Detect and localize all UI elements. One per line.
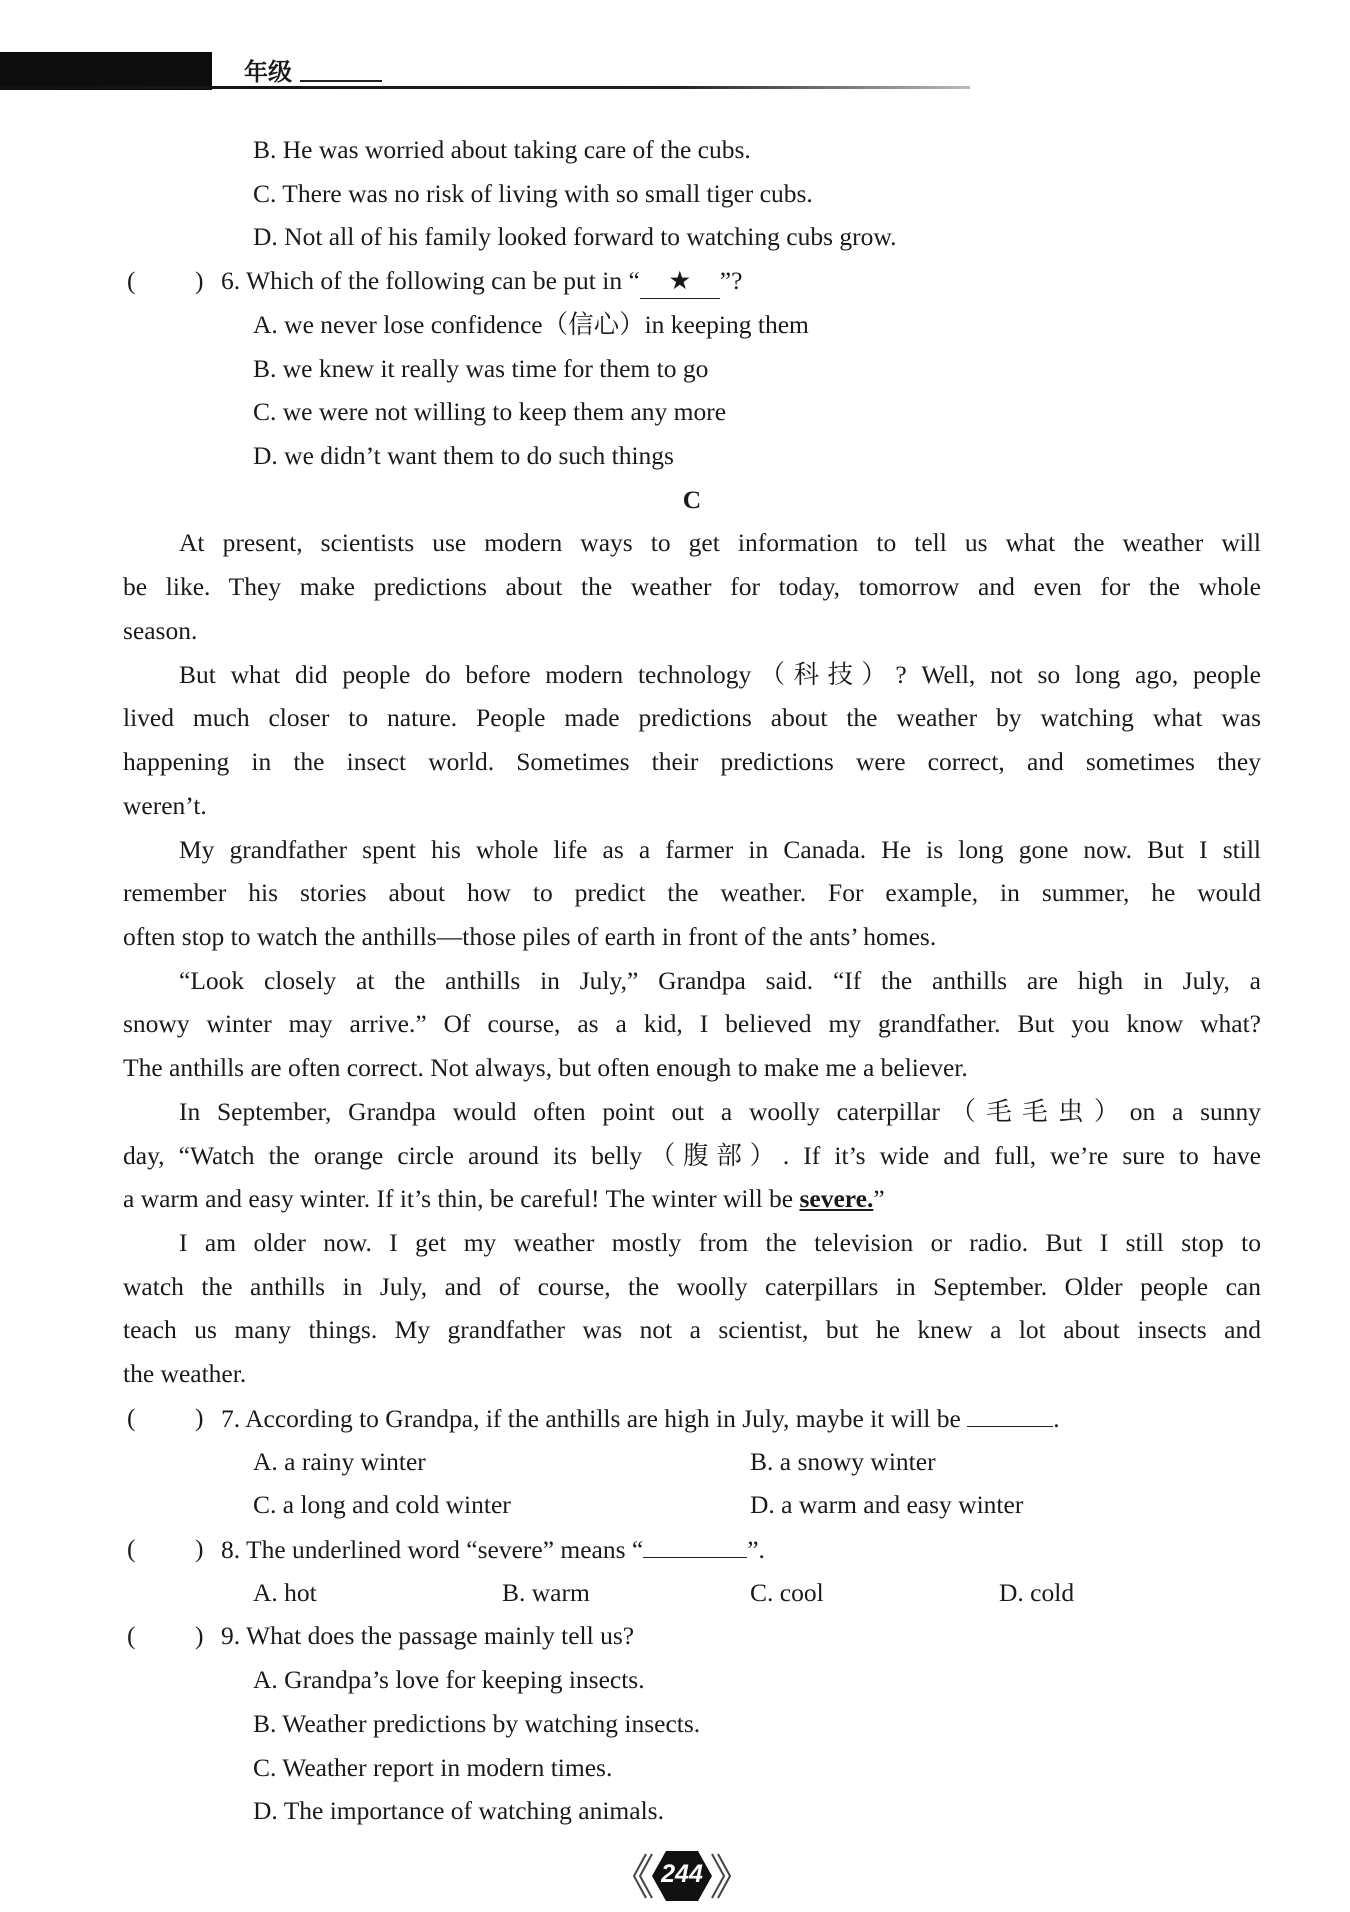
passage-text: the weather. xyxy=(123,1359,247,1389)
question-prompt: 9. What does the passage mainly tell us? xyxy=(221,1621,635,1651)
grade-label: 年级 xyxy=(244,57,292,86)
passage-text: happening in the insect world. Sometimes their predictions were correct, and sometimes they xyxy=(123,747,1261,777)
passage-text: lived much closer to nature. People made predictions about the weather by watching what was xyxy=(123,703,1261,733)
passage-text: be like. They make predictions about the weather for today, tomorrow and even for the whole xyxy=(123,572,1261,602)
option-text: B. we knew it really was time for them to go xyxy=(253,353,709,383)
passage-line xyxy=(123,959,1261,1003)
option-text: B. He was worried about taking care of the cubs. xyxy=(253,135,751,164)
option-text: D. Not all of his family looked forward to watching cubs grow. xyxy=(253,222,897,252)
options-row xyxy=(123,1440,1261,1484)
passage-line xyxy=(123,1265,1261,1309)
passage-line xyxy=(123,1352,1261,1396)
option xyxy=(253,128,751,172)
passage-line xyxy=(123,609,1261,653)
option xyxy=(253,172,813,216)
option-text: B. warm xyxy=(502,1577,590,1607)
passage-line xyxy=(123,828,1261,872)
answer-paren-close: ) xyxy=(195,1621,204,1651)
options-row xyxy=(123,1483,1261,1527)
passage-text: At present, scientists use modern ways to get information to tell us what the weather will xyxy=(179,528,1261,558)
passage-text: snowy winter may arrive.” Of course, as a kid, I believed my grandfather. But you know what? xyxy=(123,1009,1261,1039)
option-text: C. a long and cold winter xyxy=(253,1490,511,1520)
option-text: A. a rainy winter xyxy=(253,1446,426,1476)
question-q6 xyxy=(123,259,1261,303)
option xyxy=(253,215,897,259)
passage-line xyxy=(123,653,1261,697)
question-text xyxy=(221,1527,765,1572)
question-q7 xyxy=(123,1396,1261,1440)
question-prompt: 8. The underlined word “severe” means “ xyxy=(221,1535,644,1565)
star-blank: ★ xyxy=(640,264,720,299)
question-end: ”. xyxy=(747,1535,765,1565)
answer-paren-open: ( xyxy=(127,1534,136,1564)
passage-line xyxy=(123,565,1261,609)
options-row xyxy=(123,1571,1261,1615)
passage-text: remember his stories about how to predict the weather. For example, in summer, he would xyxy=(123,878,1261,908)
passage-line xyxy=(123,915,1261,959)
option-text: D. cold xyxy=(999,1577,1075,1607)
passage-text: I am older now. I get my weather mostly from the television or radio. But I still stop to xyxy=(179,1228,1261,1257)
question-text xyxy=(221,259,742,303)
question-prompt: 6. Which of the following can be put in “ xyxy=(221,266,640,296)
option xyxy=(253,390,726,434)
answer-paren-close: ) xyxy=(195,1534,204,1564)
section-heading: C xyxy=(682,484,702,514)
answer-paren-open: ( xyxy=(127,1621,136,1651)
passage-text: The anthills are often correct. Not always, but often enough to make me a believer. xyxy=(123,1053,968,1083)
passage-text: “Look closely at the anthills in July,” Grandpa said. “If the anthills are high in July, a xyxy=(179,965,1261,995)
option-text: B. a snowy winter xyxy=(750,1446,936,1476)
header-black-bar xyxy=(0,52,212,90)
page-number: 244 xyxy=(661,1860,703,1888)
option xyxy=(253,1658,645,1702)
passage-text: weren’t. xyxy=(123,790,207,820)
passage-line xyxy=(123,740,1261,784)
passage-text: In September, Grandpa would often point out a woolly caterpillar（毛毛虫）on a sunny xyxy=(179,1096,1261,1126)
passage-line xyxy=(123,696,1261,740)
underlined-word-severe: severe. xyxy=(799,1184,874,1214)
answer-paren-close: ) xyxy=(195,1402,204,1432)
passage-line xyxy=(123,1308,1261,1352)
option-text: C. cool xyxy=(750,1577,824,1607)
passage-line xyxy=(123,1221,1261,1265)
option-text: A. hot xyxy=(253,1577,317,1607)
answer-paren-open: ( xyxy=(127,1402,136,1432)
passage-text: season. xyxy=(123,615,198,645)
option-text: C. Weather report in modern times. xyxy=(253,1752,613,1782)
option-text: A. we never lose confidence（信心）in keeping them xyxy=(253,309,809,339)
passage-text: day, “Watch the orange circle around its belly（腹部）. If it’s wide and full, we’re sure to have xyxy=(123,1140,1261,1170)
passage-text: teach us many things. My grandfather was not a scientist, but he knew a lot about insects and xyxy=(123,1315,1261,1345)
passage-text: My grandfather spent his whole life as a farmer in Canada. He is long gone now. But I still xyxy=(179,834,1261,864)
passage-line xyxy=(123,784,1261,828)
option-text: C. There was no risk of living with so small tiger cubs. xyxy=(253,178,813,208)
option-text: C. we were not willing to keep them any more xyxy=(253,397,727,427)
option xyxy=(253,1789,664,1833)
closing-quote: ” xyxy=(873,1184,885,1214)
passage-line xyxy=(123,1002,1261,1046)
question-q9 xyxy=(123,1614,1261,1658)
passage-text: often stop to watch the anthills—those piles of earth in front of the ants’ homes. xyxy=(123,921,937,951)
passage-line xyxy=(123,521,1261,565)
answer-paren-close: ) xyxy=(195,266,204,296)
option-text: A. Grandpa’s love for keeping insects. xyxy=(253,1665,645,1695)
question-prompt-end: ”? xyxy=(719,266,743,296)
option-text: D. a warm and easy winter xyxy=(750,1490,1024,1520)
page-number-badge xyxy=(632,1848,732,1904)
passage-line xyxy=(123,1046,1261,1090)
passage-line xyxy=(123,1177,1261,1221)
question-prompt: 7. According to Grandpa, if the anthills are high in July, maybe it will be xyxy=(221,1403,968,1433)
option xyxy=(253,1702,700,1746)
passage-text: a warm and easy winter. If it’s thin, be careful! The winter will be xyxy=(123,1184,800,1214)
passage-text: watch the anthills in July, and of course, the woolly caterpillars in September. Older people can xyxy=(123,1271,1261,1301)
answer-blank xyxy=(967,1396,1053,1427)
option xyxy=(253,1746,612,1790)
answer-blank xyxy=(643,1527,747,1558)
option xyxy=(253,434,674,478)
passage-line xyxy=(123,1090,1261,1134)
answer-paren-open: ( xyxy=(127,266,136,296)
option-text: D. we didn’t want them to do such things xyxy=(253,441,674,471)
question-end: . xyxy=(1053,1403,1060,1433)
question-q8 xyxy=(123,1527,1261,1571)
header-rule xyxy=(0,86,970,89)
grade-blank xyxy=(300,80,382,82)
option xyxy=(253,303,809,347)
option-text: D. The importance of watching animals. xyxy=(253,1796,664,1826)
question-text xyxy=(221,1396,1060,1441)
passage-line xyxy=(123,1134,1261,1178)
option xyxy=(253,347,708,391)
passage-text: But what did people do before modern technology（科技）? Well, not so long ago, people xyxy=(179,659,1261,689)
passage-line xyxy=(123,871,1261,915)
option-text: B. Weather predictions by watching insects. xyxy=(253,1708,701,1738)
question-text xyxy=(221,1614,634,1658)
